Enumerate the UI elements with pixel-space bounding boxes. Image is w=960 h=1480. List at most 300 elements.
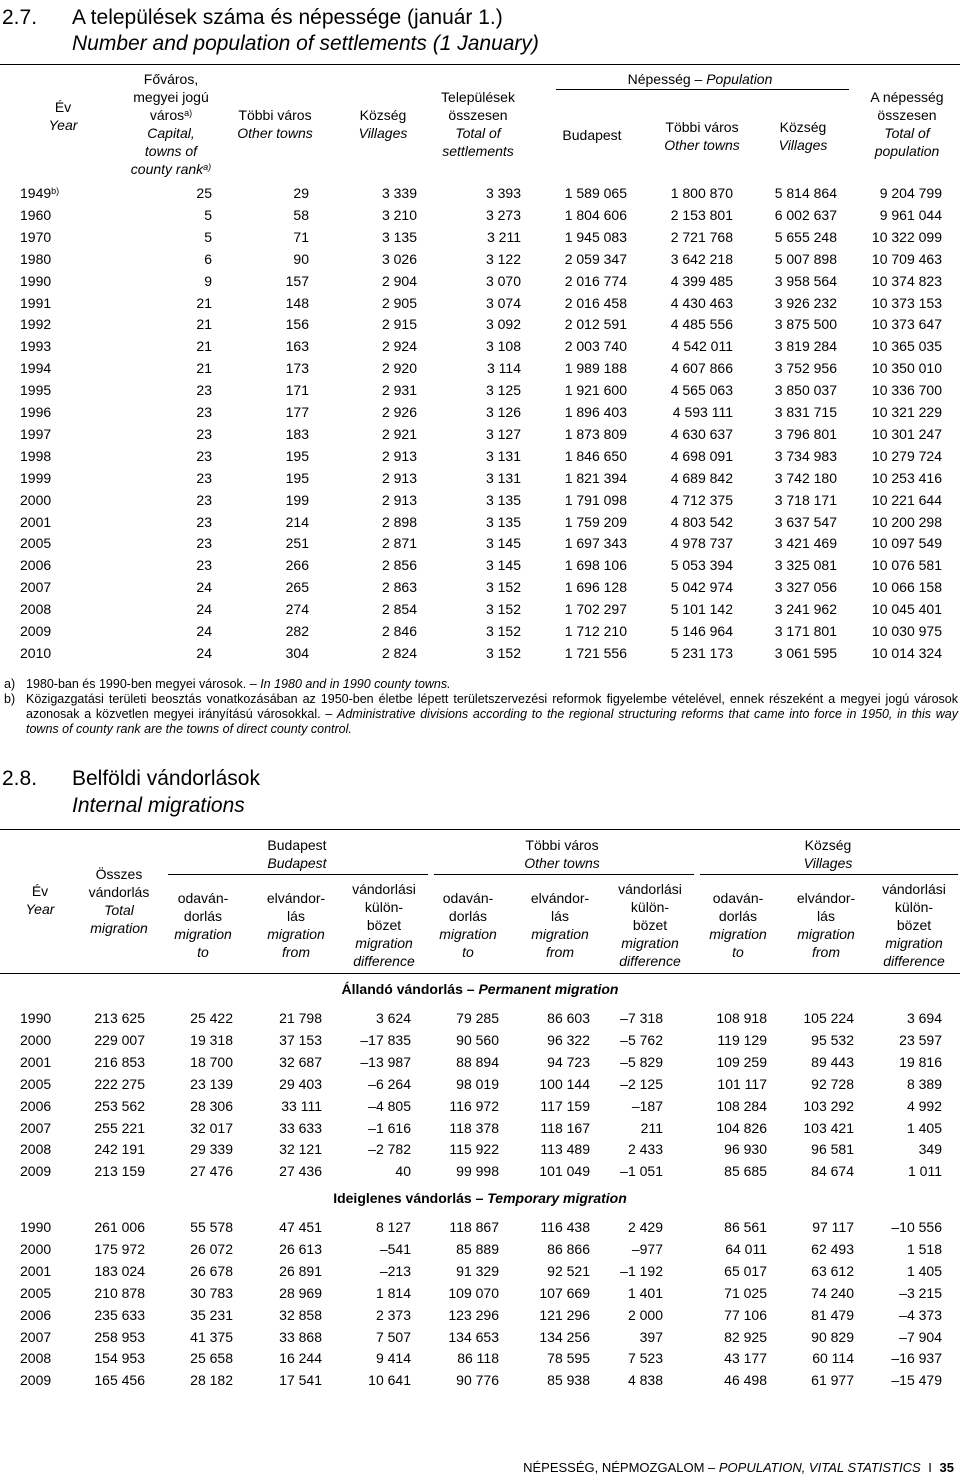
cell-ot-from: 78 595: [547, 1350, 590, 1367]
cell-vil-from: 89 443: [811, 1053, 854, 1070]
cell-capital: 23: [196, 513, 212, 530]
cell-villages-pop: 6 002 637: [774, 206, 837, 223]
cell-year: 1996: [20, 404, 52, 420]
cell-bp-diff: 40: [395, 1163, 411, 1180]
cell-other-towns-pop: 4 803 542: [670, 513, 733, 530]
cell-bp-diff: 7 507: [375, 1328, 411, 1345]
header-villages: Község Villages: [358, 107, 408, 141]
cell-other-towns: 265: [285, 579, 309, 596]
cell-total-population: 10 373 647: [871, 316, 942, 333]
cell-total: 235 633: [94, 1306, 145, 1323]
cell-year: 2009: [20, 1372, 52, 1389]
cell-bp-to: 25 658: [190, 1350, 233, 1367]
cell-ot-diff: –5 762: [620, 1031, 663, 1048]
cell-total-settlements: 3 108: [485, 338, 521, 355]
cell-total-population: 10 076 581: [871, 557, 942, 574]
cell-year: 1970: [20, 228, 52, 245]
cell-vil-to: 86 561: [724, 1219, 767, 1235]
cell-total-settlements: 3 125: [485, 382, 521, 399]
cell-vil-to: 43 177: [724, 1350, 767, 1367]
subheader-migration-from: elvándor- lás migration from: [530, 890, 590, 960]
header-year-28: Év Year: [25, 883, 55, 917]
cell-ot-to: 134 653: [448, 1328, 499, 1345]
cell-capital: 23: [196, 382, 212, 399]
cell-bp-to: 26 072: [190, 1240, 233, 1257]
cell-villages-pop: 3 752 956: [774, 360, 837, 377]
cell-total: 258 953: [94, 1328, 145, 1345]
cell-other-towns-pop: 4 542 011: [671, 338, 733, 355]
cell-other-towns: 157: [285, 272, 309, 289]
cell-total-settlements: 3 127: [485, 425, 521, 442]
cell-vil-to: 82 925: [724, 1328, 767, 1345]
cell-ot-diff: –187: [631, 1097, 663, 1114]
cell-villages-pop: 3 742 180: [774, 469, 837, 486]
cell-year: 2006: [20, 1306, 52, 1323]
cell-vil-to: 119 129: [717, 1031, 767, 1048]
cell-bp-from: 16 244: [279, 1350, 322, 1367]
cell-bp-diff: 9 414: [375, 1350, 411, 1367]
cell-vil-to: 104 826: [716, 1119, 767, 1136]
cell-bp-diff: 8 127: [375, 1219, 411, 1235]
cell-vil-from: 74 240: [811, 1284, 854, 1301]
cell-bp-to: 55 578: [190, 1219, 233, 1235]
cell-ot-diff: –977: [631, 1240, 663, 1257]
cell-budapest: 1 804 606: [564, 206, 627, 223]
cell-bp-diff: –17 835: [360, 1031, 411, 1048]
cell-bp-from: 17 541: [279, 1372, 322, 1389]
cell-bp-diff: –13 987: [360, 1053, 411, 1070]
cell-total-settlements: 3 273: [485, 206, 521, 223]
cell-vil-from: 60 114: [812, 1350, 854, 1367]
title-english: Internal migrations: [72, 794, 245, 817]
cell-villages: 3 339: [381, 185, 417, 201]
cell-other-towns-pop: 4 485 556: [670, 316, 733, 333]
cell-year: 2005: [20, 1075, 52, 1092]
cell-bp-from: 37 153: [279, 1031, 322, 1048]
cell-other-towns-pop: 5 053 394: [670, 557, 733, 574]
header-total-population: A népesség összesen Total of population: [870, 89, 944, 159]
cell-total: 229 007: [94, 1031, 145, 1048]
cell-vil-diff: 4 992: [906, 1097, 942, 1114]
cell-other-towns: 199: [285, 491, 309, 508]
cell-other-towns-pop: 5 231 173: [670, 644, 733, 661]
cell-budapest: 1 698 106: [564, 557, 627, 574]
cell-villages-pop: 3 325 081: [774, 557, 837, 574]
cell-ot-to: 118 867: [449, 1219, 499, 1235]
cell-bp-diff: –4 805: [368, 1097, 411, 1114]
cell-total-population: 10 066 158: [871, 579, 942, 596]
cell-ot-from: 134 256: [539, 1328, 590, 1345]
cell-budapest: 2 012 591: [564, 316, 627, 333]
cell-bp-diff: –213: [379, 1262, 411, 1279]
cell-total-population: 10 221 644: [871, 491, 942, 508]
section-temporary-migration: Ideiglenes vándorlás – Temporary migration: [333, 1190, 627, 1206]
cell-capital: 6: [204, 250, 212, 267]
cell-vil-to: 108 284: [716, 1097, 767, 1114]
cell-total-population: 10 321 229: [871, 404, 942, 420]
subheader-migration-to: odaván- dorlás migration to: [709, 890, 767, 960]
cell-vil-from: 84 674: [811, 1163, 854, 1180]
cell-total-population: 10 365 035: [871, 338, 942, 355]
cell-other-towns-pop: 4 565 063: [670, 382, 733, 399]
cell-vil-to: 96 930: [724, 1141, 767, 1158]
cell-ot-from: 121 296: [539, 1306, 590, 1323]
subheader-migration-diff: vándorlási külön- bözet migration difference: [352, 881, 416, 969]
cell-villages-pop: 3 796 801: [774, 425, 837, 442]
cell-ot-diff: 1 401: [627, 1284, 663, 1301]
cell-ot-diff: 211: [640, 1119, 663, 1136]
cell-bp-diff: 3 624: [375, 1010, 411, 1026]
cell-bp-diff: –2 782: [368, 1141, 411, 1158]
cell-total-settlements: 3 122: [485, 250, 521, 267]
cell-other-towns: 156: [285, 316, 309, 333]
cell-budapest: 2 016 774: [564, 272, 627, 289]
cell-budapest: 1 712 210: [564, 623, 627, 639]
cell-capital: 23: [196, 491, 212, 508]
cell-vil-diff: –16 937: [891, 1350, 942, 1367]
cell-capital: 9: [204, 272, 212, 289]
header-capital: Főváros, megyei jogú város$^{a)}$ Capital, towns of county rank$^{a)}$: [130, 71, 212, 177]
cell-villages-pop: 3 171 801: [774, 623, 837, 639]
cell-year: 2010: [20, 644, 52, 661]
cell-villages-pop: 3 241 962: [774, 601, 837, 618]
cell-budapest: 2 016 458: [564, 294, 627, 311]
cell-capital: 21: [196, 338, 212, 355]
footnote-b: b) Közigazgatási területi beosztás vonatkozásában az 1950-ben életbe lépett területszervezési reformok figyelembe vételével, ennek részeként a megyei jogú városok azonosak a közvetlen megyei irányítású városokkal. – Administrative divisions according to the regional structuring reforms that came into force in 1950, in this way towns of county rank are the towns of direct county control.: [4, 692, 958, 736]
cell-total: 165 456: [94, 1372, 145, 1389]
cell-vil-diff: 1 405: [906, 1262, 942, 1279]
cell-vil-to: 46 498: [724, 1372, 767, 1389]
cell-year: 1990: [20, 272, 52, 289]
group-budapest: Budapest Budapest: [267, 837, 327, 871]
cell-year: 2001: [20, 1053, 52, 1070]
cell-total: 261 006: [94, 1219, 145, 1235]
cell-budapest: 1 697 343: [564, 535, 627, 552]
cell-ot-to: 86 118: [457, 1350, 499, 1367]
cell-bp-diff: –541: [379, 1240, 411, 1257]
cell-year: 2006: [20, 1097, 52, 1114]
cell-year: 2001: [20, 1262, 52, 1279]
cell-ot-from: 94 723: [547, 1053, 590, 1070]
cell-ot-to: 90 560: [456, 1031, 499, 1048]
cell-total-settlements: 3 145: [485, 557, 521, 574]
cell-vil-diff: –3 215: [899, 1284, 942, 1301]
cell-other-towns-pop: 4 978 737: [670, 535, 733, 552]
cell-bp-to: 19 318: [190, 1031, 233, 1048]
cell-villages: 2 913: [381, 469, 417, 486]
cell-ot-from: 107 669: [539, 1284, 590, 1301]
cell-ot-from: 100 144: [539, 1075, 590, 1092]
cell-total-settlements: 3 145: [485, 535, 521, 552]
table-28-title: [2, 767, 942, 817]
cell-villages: 3 210: [381, 206, 417, 223]
cell-bp-from: 32 121: [279, 1141, 322, 1158]
cell-vil-diff: –10 556: [891, 1219, 942, 1235]
cell-bp-from: 47 451: [279, 1219, 322, 1235]
cell-vil-diff: 19 816: [899, 1053, 942, 1070]
cell-total: 210 878: [94, 1284, 145, 1301]
cell-bp-diff: 2 373: [375, 1306, 411, 1323]
cell-bp-to: 29 339: [190, 1141, 233, 1158]
cell-bp-from: 28 969: [279, 1284, 322, 1301]
cell-bp-diff: –1 616: [368, 1119, 411, 1136]
cell-villages-pop: 5 814 864: [774, 185, 837, 201]
cell-budapest: 1 989 188: [564, 360, 627, 377]
cell-bp-diff: 10 641: [368, 1372, 411, 1389]
cell-capital: 21: [196, 316, 212, 333]
cell-capital: 23: [196, 557, 212, 574]
cell-total: 222 275: [94, 1075, 145, 1092]
cell-bp-from: 26 891: [279, 1262, 322, 1279]
cell-other-towns: 214: [285, 513, 309, 530]
group-villages: Község Villages: [803, 837, 853, 871]
cell-ot-from: 117 159: [540, 1097, 590, 1114]
cell-budapest: 1 589 065: [564, 185, 627, 201]
cell-other-towns-pop: 1 800 870: [670, 185, 733, 201]
cell-bp-to: 41 375: [190, 1328, 233, 1345]
cell-total-population: 10 200 298: [871, 513, 942, 530]
cell-villages-pop: 3 875 500: [774, 316, 837, 333]
cell-budapest: 1 759 209: [564, 513, 627, 530]
header-year: Év Year: [48, 99, 78, 133]
cell-villages: 2 931: [381, 382, 417, 399]
cell-villages: 2 846: [381, 623, 417, 639]
cell-budapest: 2 059 347: [564, 250, 627, 267]
cell-ot-to: 115 922: [449, 1141, 499, 1158]
cell-other-towns-pop: 4 593 111: [672, 404, 733, 420]
cell-ot-to: 123 296: [448, 1306, 499, 1323]
cell-bp-to: 28 182: [190, 1372, 233, 1389]
cell-vil-to: 64 011: [725, 1240, 767, 1257]
cell-other-towns: 195: [285, 469, 309, 486]
cell-ot-diff: 4 838: [627, 1372, 663, 1389]
cell-budapest: 2 003 740: [564, 338, 627, 355]
cell-total-settlements: 3 211: [487, 228, 521, 245]
cell-bp-to: 32 017: [190, 1119, 233, 1136]
cell-villages: 2 920: [381, 360, 417, 377]
cell-other-towns: 90: [293, 250, 309, 267]
cell-total-population: 10 253 416: [871, 469, 942, 486]
cell-other-towns: 195: [285, 447, 309, 464]
title-english: Number and population of settlements (1 January): [72, 32, 539, 55]
cell-total-settlements: 3 074: [485, 294, 521, 311]
cell-other-towns: 148: [285, 294, 309, 311]
cell-ot-to: 109 070: [448, 1284, 499, 1301]
cell-other-towns: 183: [285, 425, 309, 442]
cell-total-settlements: 3 131: [485, 447, 521, 464]
cell-ot-to: 98 019: [456, 1075, 499, 1092]
cell-bp-from: 32 858: [279, 1306, 322, 1323]
cell-other-towns-pop: 5 042 974: [670, 579, 733, 596]
cell-total-settlements: 3 152: [485, 579, 521, 596]
cell-capital: 23: [196, 425, 212, 442]
cell-vil-from: 81 479: [811, 1306, 854, 1323]
cell-other-towns: 282: [285, 623, 309, 639]
cell-year: 1991: [20, 294, 52, 311]
cell-vil-to: 108 918: [716, 1010, 767, 1026]
cell-total-population: 9 961 044: [879, 206, 942, 223]
cell-ot-to: 116 972: [449, 1097, 499, 1114]
cell-year: 2008: [20, 601, 52, 618]
cell-other-towns-pop: 4 607 866: [670, 360, 733, 377]
cell-bp-to: 26 678: [190, 1262, 233, 1279]
cell-total: 242 191: [94, 1141, 145, 1158]
cell-budapest: 1 896 403: [564, 404, 627, 420]
cell-ot-to: 91 329: [456, 1262, 499, 1279]
cell-total: 175 972: [94, 1240, 145, 1257]
cell-vil-from: 103 421: [803, 1119, 854, 1136]
cell-vil-diff: –15 479: [891, 1372, 942, 1389]
cell-villages-pop: 3 637 547: [774, 513, 837, 530]
cell-year: 2000: [20, 1031, 52, 1048]
cell-capital: 24: [196, 644, 212, 661]
group-rule-other-towns: [434, 874, 694, 875]
cell-year: 2005: [20, 1284, 52, 1301]
cell-vil-diff: 1 405: [906, 1119, 942, 1136]
cell-villages: 2 926: [381, 404, 417, 420]
cell-total: 183 024: [94, 1262, 145, 1279]
cell-other-towns: 173: [285, 360, 309, 377]
cell-capital: 23: [196, 469, 212, 486]
table-28-top-rule: [0, 829, 960, 830]
cell-total-settlements: 3 135: [485, 491, 521, 508]
cell-total-settlements: 3 152: [485, 644, 521, 661]
header-total-settlements: Települések összesen Total of settlements: [441, 89, 515, 159]
cell-total-population: 9 204 799: [879, 185, 942, 201]
cell-villages: 2 856: [381, 557, 417, 574]
subheader-migration-diff: vándorlási külön- bözet migration difference: [618, 881, 682, 969]
subheader-migration-to: odaván- dorlás migration to: [439, 890, 497, 960]
cell-ot-to: 90 776: [456, 1372, 499, 1389]
population-group-rule: [556, 89, 849, 90]
cell-total-population: 10 709 463: [871, 250, 942, 267]
table-28-header-rule: [0, 973, 960, 974]
cell-other-towns: 171: [285, 382, 309, 399]
cell-villages-pop: 3 850 037: [774, 382, 837, 399]
cell-year: 2008: [20, 1350, 52, 1367]
header-other-towns: Többi város Other towns: [237, 107, 313, 141]
cell-ot-from: 113 489: [540, 1141, 590, 1158]
cell-vil-diff: –4 373: [899, 1306, 942, 1323]
cell-ot-diff: 397: [639, 1328, 663, 1345]
cell-villages: 2 854: [381, 601, 417, 618]
cell-year: 2009: [20, 1163, 52, 1180]
cell-ot-diff: –5 829: [620, 1053, 663, 1070]
cell-ot-diff: –2 125: [620, 1075, 663, 1092]
cell-total-settlements: 3 152: [485, 601, 521, 618]
cell-year: 1980: [20, 250, 52, 267]
cell-ot-to: 118 378: [449, 1119, 499, 1136]
group-other-towns: Többi város Other towns: [524, 837, 600, 871]
cell-bp-to: 27 476: [190, 1163, 233, 1180]
header-population-group: Népesség – Population: [627, 71, 773, 87]
cell-total-settlements: 3 126: [485, 404, 521, 420]
cell-total: 213 625: [94, 1010, 145, 1026]
cell-year: 2006: [20, 557, 52, 574]
cell-budapest: 1 821 394: [564, 469, 627, 486]
cell-year: 1994: [20, 360, 52, 377]
cell-ot-from: 96 322: [547, 1031, 590, 1048]
cell-vil-from: 105 224: [803, 1010, 854, 1026]
cell-villages-pop: 3 926 232: [774, 294, 837, 311]
cell-vil-diff: 1 518: [906, 1240, 942, 1257]
cell-other-towns: 29: [293, 185, 309, 201]
header-budapest: Budapest: [562, 127, 622, 143]
cell-ot-diff: –7 318: [620, 1010, 663, 1026]
cell-total-settlements: 3 393: [485, 185, 521, 201]
cell-villages: 2 904: [381, 272, 417, 289]
cell-other-towns-pop: 4 689 842: [670, 469, 733, 486]
cell-vil-diff: 349: [918, 1141, 942, 1158]
cell-budapest: 1 846 650: [564, 447, 627, 464]
subheader-migration-from: elvándor- lás migration from: [266, 890, 326, 960]
cell-budapest: 1 721 556: [564, 644, 627, 661]
cell-villages-pop: 5 655 248: [774, 228, 837, 245]
cell-villages: 2 913: [381, 491, 417, 508]
cell-vil-from: 96 581: [811, 1141, 854, 1158]
cell-bp-to: 25 422: [190, 1010, 233, 1026]
cell-bp-from: 21 798: [279, 1010, 322, 1026]
cell-vil-diff: –7 904: [899, 1328, 942, 1345]
cell-other-towns-pop: 4 430 463: [670, 294, 733, 311]
group-rule-villages: [700, 874, 958, 875]
cell-year: 1998: [20, 447, 52, 464]
cell-ot-from: 92 521: [547, 1262, 590, 1279]
cell-ot-diff: 7 523: [627, 1350, 663, 1367]
cell-vil-to: 65 017: [724, 1262, 767, 1279]
cell-bp-from: 27 436: [279, 1163, 322, 1180]
table-number: 2.7.: [2, 6, 38, 29]
cell-year: 2000: [20, 1240, 52, 1257]
cell-bp-from: 26 613: [279, 1240, 322, 1257]
cell-villages: 2 913: [381, 447, 417, 464]
cell-other-towns-pop: 5 146 964: [670, 623, 733, 639]
cell-vil-to: 101 117: [717, 1075, 767, 1092]
cell-capital: 5: [204, 206, 212, 223]
cell-year: 1990: [20, 1219, 52, 1235]
cell-villages: 2 898: [381, 513, 417, 530]
cell-ot-to: 99 998: [456, 1163, 499, 1180]
cell-total-settlements: 3 135: [485, 513, 521, 530]
cell-year: 2000: [20, 491, 52, 508]
cell-villages-pop: 3 327 056: [774, 579, 837, 596]
cell-ot-diff: –1 192: [620, 1262, 663, 1279]
cell-ot-diff: 2 429: [627, 1219, 663, 1235]
cell-villages: 2 915: [381, 316, 417, 333]
cell-villages: 2 924: [381, 338, 417, 355]
cell-villages-pop: 5 007 898: [774, 250, 837, 267]
cell-vil-to: 77 106: [724, 1306, 767, 1323]
cell-vil-from: 103 292: [803, 1097, 854, 1114]
cell-total-settlements: 3 152: [485, 623, 521, 639]
cell-ot-from: 116 438: [540, 1219, 590, 1235]
cell-capital: 21: [196, 294, 212, 311]
cell-year: 1960: [20, 206, 52, 223]
cell-other-towns-pop: 4 712 375: [670, 491, 733, 508]
cell-year: 2008: [20, 1141, 52, 1158]
title-hungarian: Belföldi vándorlások: [72, 767, 260, 790]
page-footer: NÉPESSÉG, NÉPMOZGALOM – POPULATION, VITAL STATISTICS I 35: [523, 1460, 954, 1475]
cell-villages-pop: 3 421 469: [774, 535, 837, 552]
cell-ot-to: 88 894: [456, 1053, 499, 1070]
cell-ot-from: 101 049: [539, 1163, 590, 1180]
cell-ot-from: 86 866: [547, 1240, 590, 1257]
cell-bp-to: 30 783: [190, 1284, 233, 1301]
cell-year: 1997: [20, 425, 52, 442]
cell-villages-pop: 3 958 564: [774, 272, 837, 289]
cell-villages: 3 135: [381, 228, 417, 245]
header-other-towns-pop: Többi város Other towns: [664, 119, 740, 153]
